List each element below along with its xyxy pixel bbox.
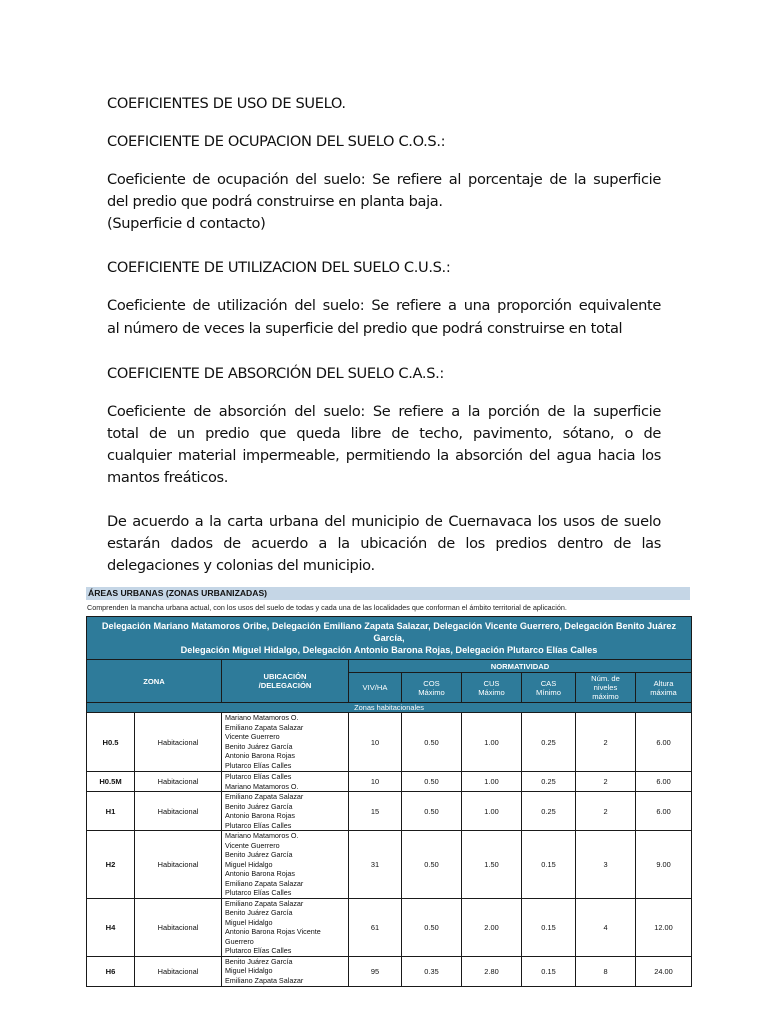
ubicacion-cell — [222, 831, 349, 899]
delegaciones-header — [87, 617, 692, 660]
zona-cell: H0.5 — [87, 713, 135, 772]
paragraph-cas-line: mantos freáticos. — [107, 469, 229, 486]
ubicacion-header-line: /DELEGACIÓN — [258, 681, 312, 690]
table-row — [87, 772, 692, 792]
ubicacion-line: Plutarco Elías Calles — [225, 760, 292, 770]
table-row — [87, 898, 692, 956]
paragraph-carta-line: estarán dados de acuerdo a la ubicación de los predios dentro de las — [107, 535, 661, 552]
zona-cell: H4 — [87, 898, 135, 956]
viv-cell: 31 — [349, 831, 402, 899]
ubicacion-cell — [222, 792, 349, 831]
cos-cell: 0.50 — [402, 898, 462, 956]
paragraph-cus-line: al número de veces la superficie del predio que podrá construirse en total — [107, 320, 623, 337]
table-row — [87, 831, 692, 899]
viv-cell: 15 — [349, 792, 402, 831]
ubicacion-line: Plutarco Elías Calles — [225, 772, 292, 781]
ubicacion-header — [222, 660, 349, 703]
ubicacion-line: Benito Juárez García — [225, 741, 293, 751]
ubicacion-line: Vicente Guerrero — [225, 840, 280, 850]
cos-header-line: Máximo — [418, 687, 445, 697]
areas-urbanas-band — [86, 587, 690, 600]
cos-cell: 0.50 — [402, 713, 462, 772]
cus-cell: 2.00 — [462, 898, 522, 956]
cas-cell: 0.15 — [522, 898, 576, 956]
heading-cas: COEFICIENTE DE ABSORCIÓN DEL SUELO C.A.S.: — [107, 365, 444, 382]
ubicacion-line: Antonio Barona Rojas Vicente — [225, 927, 321, 936]
zona-cell: H1 — [87, 792, 135, 831]
cus-header-line: CUS — [483, 678, 500, 688]
altura-cell: 9.00 — [636, 831, 692, 899]
niveles-header-line: Núm. de — [591, 674, 620, 683]
cos-header-line: COS — [423, 678, 440, 688]
uso-cell: Habitacional — [135, 898, 222, 956]
altura-cell: 6.00 — [636, 713, 692, 772]
table-body — [87, 713, 692, 987]
ubicacion-line: Benito Juárez García — [225, 956, 293, 966]
paragraph-cas-line: cualquier material impermeable, permitiendo la absorción del agua hacia los — [107, 447, 661, 464]
heading-cos: COEFICIENTE DE OCUPACION DEL SUELO C.O.S.: — [107, 133, 446, 150]
cas-cell: 0.25 — [522, 772, 576, 792]
ubicacion-cell — [222, 772, 349, 792]
zona-cell: H0.5M — [87, 772, 135, 792]
viv-cell: 10 — [349, 772, 402, 792]
ubicacion-line: Emiliano Zapata Salazar — [225, 975, 304, 985]
ubicacion-line: Benito Juárez García — [225, 850, 293, 859]
paragraph-carta-line: delegaciones y colonias del municipio. — [107, 557, 375, 574]
cus-header — [462, 673, 522, 703]
ubicacion-line: Mariano Matamoros O. — [225, 831, 299, 840]
areas-urbanas-title: ÁREAS URBANAS (ZONAS URBANIZADAS) — [88, 588, 268, 598]
delegaciones-line: Delegación Mariano Matamoros Oribe, Delegación Emiliano Zapata Salazar, Delegación Vicente Guerrero, Delegación Benito Juárez García, — [101, 621, 677, 643]
niveles-cell: 4 — [576, 898, 636, 956]
ubicacion-header-line: UBICACIÓN — [263, 672, 307, 681]
niveles-cell: 2 — [576, 713, 636, 772]
niveles-cell: 8 — [576, 956, 636, 986]
zona-cell: H6 — [87, 956, 135, 986]
ubicacion-line: Mariano Matamoros O. — [225, 713, 299, 722]
ubicacion-line: Plutarco Elías Calles — [225, 946, 292, 955]
areas-urbanas-description: Comprenden la mancha urbana actual, con los usos del suelo de todas y cada una de las localidades que conforman el ámbito territorial de aplicación. — [87, 603, 567, 612]
cas-cell: 0.15 — [522, 956, 576, 986]
ubicacion-line: Emiliano Zapata Salazar — [225, 878, 304, 888]
cus-cell: 1.00 — [462, 713, 522, 772]
ubicacion-line: Emiliano Zapata Salazar — [225, 722, 304, 732]
viv-header: VIV/HA — [349, 673, 402, 703]
uso-cell: Habitacional — [135, 792, 222, 831]
heading-coeficientes: COEFICIENTES DE USO DE SUELO. — [107, 95, 346, 112]
ubicacion-line: Antonio Barona Rojas — [225, 811, 295, 820]
cas-cell: 0.25 — [522, 713, 576, 772]
ubicacion-line: Emiliano Zapata Salazar — [225, 792, 304, 801]
cos-cell: 0.50 — [402, 792, 462, 831]
cas-header-line: Mínimo — [536, 687, 561, 697]
cas-cell: 0.15 — [522, 831, 576, 899]
uso-cell: Habitacional — [135, 956, 222, 986]
ubicacion-line: Antonio Barona Rojas — [225, 751, 295, 760]
cas-cell: 0.25 — [522, 792, 576, 831]
ubicacion-line: Miguel Hidalgo — [225, 917, 273, 927]
cos-cell: 0.35 — [402, 956, 462, 986]
ubicacion-cell — [222, 898, 349, 956]
altura-header-line: Altura — [653, 678, 674, 688]
zona-cell: H2 — [87, 831, 135, 899]
ubicacion-line: Benito Juárez García — [225, 801, 293, 811]
normatividad-table — [86, 616, 692, 987]
niveles-cell: 2 — [576, 792, 636, 831]
cas-header-line: CAS — [540, 678, 557, 688]
paragraph-cos-line: del predio que podrá construirse en planta baja. — [107, 193, 443, 210]
table-row — [87, 956, 692, 986]
table-header — [87, 617, 692, 713]
cos-cell: 0.50 — [402, 831, 462, 899]
niveles-cell: 2 — [576, 772, 636, 792]
viv-cell: 95 — [349, 956, 402, 986]
altura-cell: 6.00 — [636, 792, 692, 831]
cus-cell: 1.50 — [462, 831, 522, 899]
niveles-cell: 3 — [576, 831, 636, 899]
ubicacion-line: Plutarco Elías Calles — [225, 820, 292, 830]
ubicacion-line: Mariano Matamoros O. — [225, 781, 299, 791]
ubicacion-line: Vicente Guerrero — [225, 732, 280, 741]
paragraph-cus-line: Coeficiente de utilización del suelo: Se refiere a una proporción equivalente — [107, 297, 661, 314]
uso-cell: Habitacional — [135, 772, 222, 792]
paragraph-cos-line: Coeficiente de ocupación del suelo: Se refiere al porcentaje de la superficie — [107, 171, 661, 188]
ubicacion-line: Miguel Hidalgo — [225, 966, 273, 975]
niveles-header-line: niveles — [593, 683, 618, 692]
ubicacion-cell — [222, 713, 349, 772]
uso-cell: Habitacional — [135, 713, 222, 772]
paragraph-carta-line: De acuerdo a la carta urbana del municipio de Cuernavaca los usos de suelo — [107, 513, 661, 530]
cus-header-line: Máximo — [478, 687, 505, 697]
table-row — [87, 792, 692, 831]
altura-cell: 6.00 — [636, 772, 692, 792]
cus-cell: 1.00 — [462, 772, 522, 792]
paragraph-cos-line: (Superficie d contacto) — [107, 215, 266, 232]
ubicacion-cell — [222, 956, 349, 986]
cos-cell: 0.50 — [402, 772, 462, 792]
cas-header — [522, 673, 576, 703]
altura-header — [636, 673, 692, 703]
delegaciones-line: Delegación Miguel Hidalgo, Delegación Antonio Barona Rojas, Delegación Plutarco Elías Calles — [180, 645, 598, 655]
altura-cell: 12.00 — [636, 898, 692, 956]
niveles-header-line: máximo — [592, 692, 619, 701]
table-row — [87, 713, 692, 772]
ubicacion-line: Guerrero — [225, 936, 254, 946]
zona-header: ZONA — [87, 660, 222, 703]
paragraph-cas-line: Coeficiente de absorción del suelo: Se refiere a la porción de la superficie — [107, 403, 661, 420]
zonas-habitacionales-section: Zonas habitacionales — [87, 703, 692, 713]
niveles-header — [576, 673, 636, 703]
uso-cell: Habitacional — [135, 831, 222, 899]
ubicacion-line: Antonio Barona Rojas — [225, 869, 295, 878]
viv-cell: 10 — [349, 713, 402, 772]
ubicacion-line: Emiliano Zapata Salazar — [225, 898, 304, 908]
ubicacion-line: Plutarco Elías Calles — [225, 888, 292, 897]
ubicacion-line: Miguel Hidalgo — [225, 859, 273, 869]
cus-cell: 1.00 — [462, 792, 522, 831]
cos-header — [402, 673, 462, 703]
normatividad-header: NORMATIVIDAD — [349, 660, 692, 673]
ubicacion-line: Benito Juárez García — [225, 908, 293, 917]
heading-cus: COEFICIENTE DE UTILIZACION DEL SUELO C.U.S.: — [107, 259, 451, 276]
altura-header-line: máxima — [650, 687, 677, 697]
altura-cell: 24.00 — [636, 956, 692, 986]
cus-cell: 2.80 — [462, 956, 522, 986]
paragraph-cas-line: total de un predio que queda libre de techo, pavimento, sótano, o de — [107, 425, 661, 442]
viv-cell: 61 — [349, 898, 402, 956]
